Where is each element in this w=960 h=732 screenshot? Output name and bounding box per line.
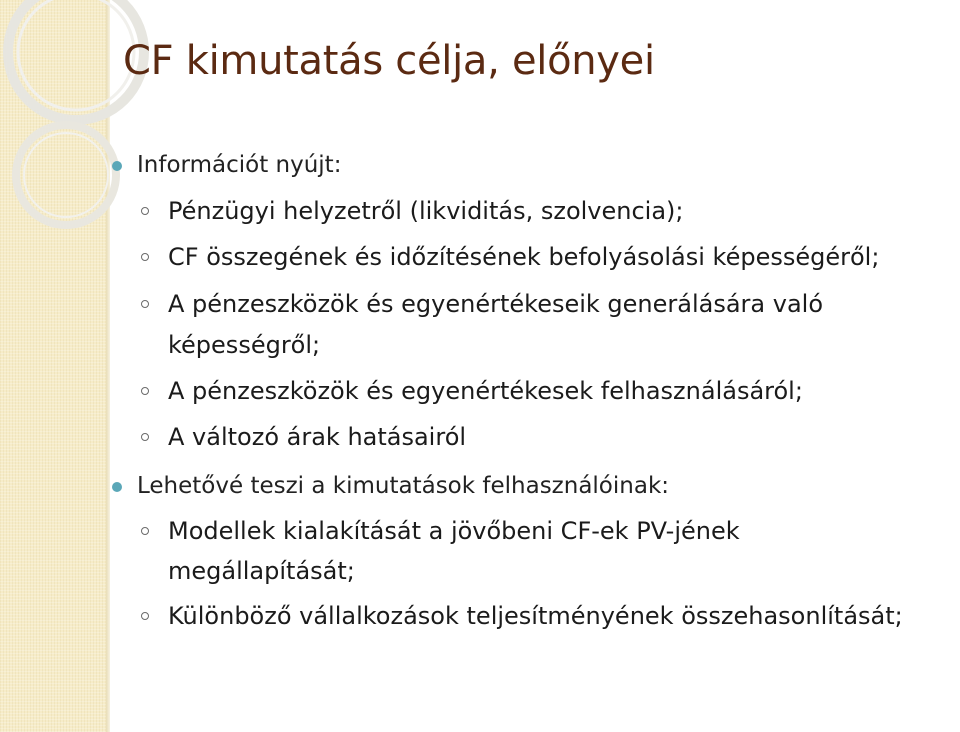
bullet-icon [112, 161, 122, 171]
sub-bullet-icon [141, 387, 149, 395]
list-item-continuation: megállapítását; [168, 557, 355, 585]
slide-title: CF kimutatás célja, előnyei [123, 38, 655, 84]
section-heading-users [137, 473, 669, 499]
bullet-icon [112, 482, 122, 492]
list-item-continuation: képességről; [168, 331, 321, 359]
section-heading-text: Lehetővé teszi a kimutatások felhasználóinak: [137, 473, 670, 499]
list-item [168, 423, 466, 451]
sub-bullet-icon [141, 253, 149, 261]
list-item [168, 602, 903, 630]
sub-bullet-icon [141, 527, 149, 535]
list-item-text: A változó árak hatásairól [168, 423, 467, 451]
list-item-text: CF összegének és időzítésének befolyásolási képességéről; [168, 243, 880, 271]
list-item-text: Pénzügyi helyzetről (likviditás, szolvencia); [168, 197, 684, 225]
list-item-text: A pénzeszközök és egyenértékeseik generálására való [168, 290, 824, 318]
list-item [168, 377, 803, 405]
list-item-text: Különböző vállalkozások teljesítményének összehasonlítását; [168, 602, 903, 630]
list-item [168, 243, 879, 271]
sub-bullet-icon [141, 433, 149, 441]
sub-bullet-icon [141, 612, 149, 620]
list-item [168, 290, 823, 318]
list-item [168, 517, 740, 545]
list-item [168, 197, 684, 225]
sub-bullet-icon [141, 300, 149, 308]
list-item-text: Modellek kialakítását a jövőbeni CF-ek PV-jének [168, 517, 740, 545]
list-item-text: A pénzeszközök és egyenértékesek felhasználásáról; [168, 377, 803, 405]
section-heading-info [137, 152, 341, 178]
sub-bullet-icon [141, 207, 149, 215]
section-heading-text: Információt nyújt: [137, 152, 342, 178]
